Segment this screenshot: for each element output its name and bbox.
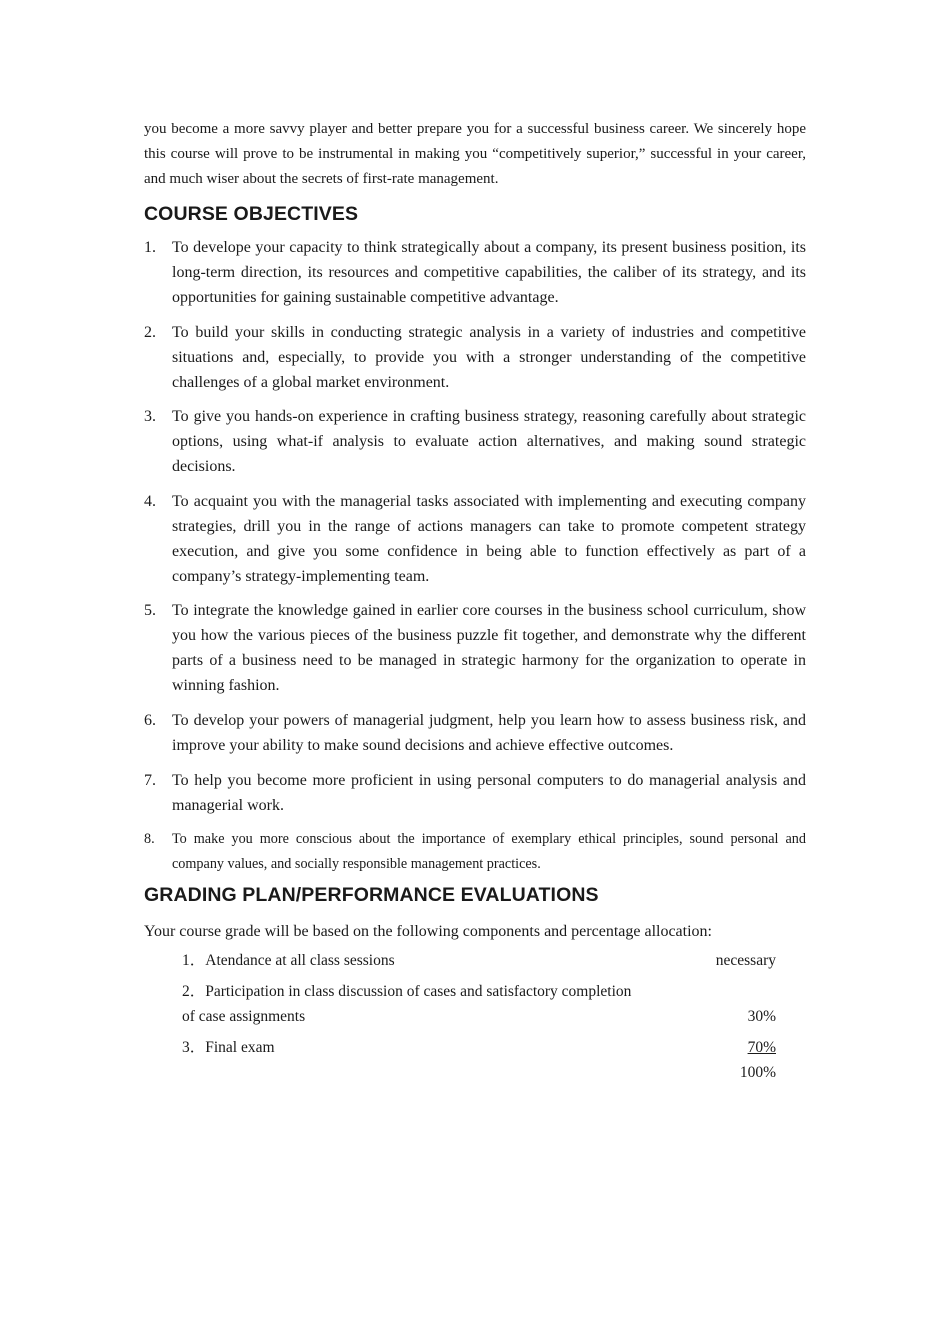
objective-number: 1.	[144, 239, 156, 256]
grade-label: of case assignments	[182, 1008, 306, 1026]
objective-number: 5.	[144, 602, 156, 620]
grade-value: 30%	[747, 1008, 776, 1026]
grade-value: 70%	[747, 1039, 776, 1057]
grade-label: 2．Participation in class discussion of cases and satisfactory completion	[182, 983, 632, 1001]
grading-intro: Your course grade will be based on the following components and percentage allocation:	[144, 923, 712, 941]
objective-text: To develop your powers of managerial judgment, help you learn how to assess business risk, and improve your ability to make sound decisions and achieve effective outcomes.	[172, 711, 806, 754]
objective-text: To acquaint you with the managerial tasks associated with implementing and executing company strategies, drill you in the range of actions managers can take to promote competent strategy execution, and give you some confidence in being able to function effectively as part of a company’s strategy-implementing team.	[172, 492, 806, 585]
grade-label: 1．Atendance at all class sessions	[182, 952, 395, 970]
grading-plan-heading: GRADING PLAN/PERFORMANCE EVALUATIONS	[144, 884, 599, 907]
grade-row-participation-line2	[182, 1004, 776, 1029]
objective-number: 2.	[144, 323, 156, 341]
objective-item	[144, 768, 806, 818]
grade-total: 100%	[739, 1064, 776, 1082]
objective-text: To make you more conscious about the importance of exemplary ethical principles, sound personal and company values, and socially responsible management practices.	[172, 831, 806, 873]
objective-number: 8.	[144, 831, 155, 848]
objective-number: 6.	[144, 711, 156, 729]
objective-text: To build your skills in conducting strategic analysis in a variety of industries and competitive situations and, especially, to provide you with a stronger understanding of the competitive challenges of a global market environment.	[172, 323, 806, 391]
objective-text: To develope your capacity to think strategically about a company, its present business position, its long-term direction, its resources and competitive capabilities, the caliber of its strategy, and its opportunities for gaining sustainable competitive advantage.	[172, 239, 806, 306]
objective-number: 4.	[144, 492, 156, 510]
grade-row-attendance	[182, 948, 776, 973]
document-page	[144, 117, 806, 1085]
objective-text: To give you hands-on experience in crafting business strategy, reasoning carefully about strategic options, using what-if analysis to evaluate action alternatives, and making sound strategic decisions.	[172, 408, 806, 476]
objective-item	[144, 404, 806, 479]
objective-item	[144, 320, 806, 395]
objectives-list	[144, 235, 806, 877]
grade-value: necessary	[715, 952, 776, 970]
course-objectives-heading: COURSE OBJECTIVES	[144, 203, 359, 225]
grade-label: 3．Final exam	[182, 1039, 275, 1057]
intro-paragraph: you become a more savvy player and better prepare you for a successful business career. We sincerely hope this course will prove to be instrumental in making you “competitively superior,” successful in your career, and much wiser about the secrets of first-rate management.	[144, 121, 806, 187]
objective-text: To help you become more proficient in using personal computers to do managerial analysis and managerial work.	[172, 771, 806, 814]
grade-row-final-exam	[182, 1035, 776, 1060]
objective-item	[144, 708, 806, 758]
objective-item	[144, 489, 806, 589]
grade-row-participation-line1	[182, 979, 776, 1004]
grading-table	[182, 948, 776, 1085]
objective-item	[144, 827, 806, 877]
objective-text: To integrate the knowledge gained in earlier core courses in the business school curriculum, show you how the various pieces of the business puzzle fit together, and demonstrate why the different parts of a business need to be managed in strategic harmony for the organization to operate in winning fashion.	[172, 602, 806, 695]
objective-number: 3.	[144, 408, 156, 426]
objective-number: 7.	[144, 771, 156, 789]
objective-item	[144, 235, 806, 310]
grade-row-total	[182, 1060, 776, 1085]
objective-item	[144, 598, 806, 698]
